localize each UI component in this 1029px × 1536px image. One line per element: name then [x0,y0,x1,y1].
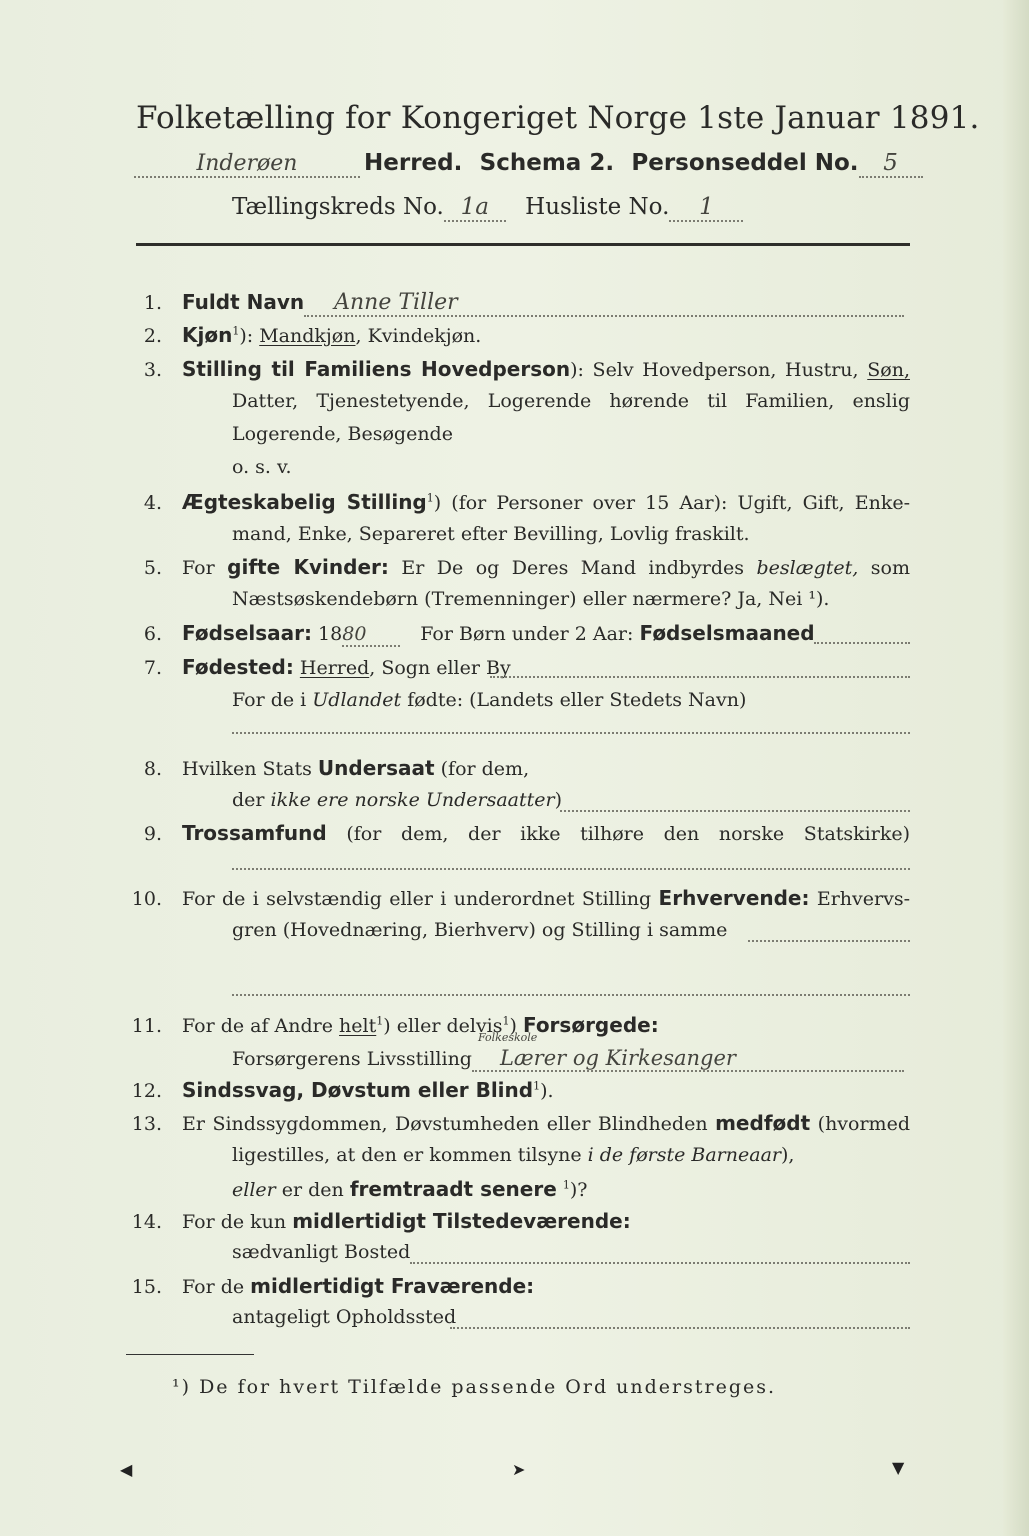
married-women-label: gifte Kvinder: [227,555,389,579]
footnote-ref: 1 [562,1178,570,1192]
q11-text-a: For de af Andre [182,1015,333,1037]
birth-month-note: For Børn under 2 Aar: [420,623,634,645]
item-number: 3. [143,359,162,381]
birthplace-label: Fødested: [182,655,294,679]
q13-text-b: (hvormed [817,1113,910,1135]
family-position-options-a: ): Selv Hovedperson, Hustru, [570,359,859,381]
item-number: 14. [131,1211,162,1233]
provider-occupation-label: Forsørgerens Livsstilling [232,1048,472,1070]
item-6-birth [182,621,815,647]
item-12-line-1: Sindssvag, Døvstum eller Blind$^1$). [182,1078,554,1102]
item-3-line-4: o. s. v. [232,456,292,478]
item-15-line-2: antageligt Opholdssted [232,1306,457,1328]
q10-text-b: Erhvervs- [816,888,911,910]
header-line-herred [134,150,923,178]
item-9-line-1 [182,821,910,845]
item-11-line-2 [232,1046,904,1072]
marital-status-options-a: ) (for Personer over 15 Aar): Ugift, Gift, Enke- [433,492,911,514]
item-4-line-1 [182,490,910,514]
footnote-ref: 1 [502,1014,510,1028]
disability-label: Sindssvag, Døvstum eller Blind [182,1078,534,1102]
item-number: 8. [143,758,162,780]
q13-text-d: ), [781,1144,795,1166]
temporarily-present-label: midlertidigt Tilstedeværende: [292,1209,631,1233]
item-number: 13. [131,1113,162,1135]
q13-text-c: ligestilles, at den er kommen tilsyne [232,1144,582,1166]
item-8-line-2: der ikke ere norske Undersaatter) [232,789,563,811]
item-number: 6. [143,623,162,645]
personseddel-number: 5 [859,150,923,178]
foreign-birthplace-field[interactable] [232,732,910,734]
item-13-line-1 [182,1111,910,1135]
item-7-line-2 [232,689,746,711]
footnote-ref: 1 [232,324,240,338]
temporarily-absent-label: midlertidigt Fraværende: [250,1274,535,1298]
birth-year-prefix: 18 [318,623,343,645]
header-line-kreds [232,194,743,222]
item-number: 5. [143,557,162,579]
item-number: 4. [143,492,162,514]
footnote-ref: 1 [533,1079,541,1093]
footnote-ref: 1 [426,491,434,505]
q13-text-childhood: i de første Barneaar [587,1144,781,1166]
header-rule [136,243,910,246]
item-7-birthplace [182,655,511,679]
gender-option-female: , Kvindekjøn. [355,325,482,347]
q10-text-a: For de i selvstændig eller i underordnet Stilling [182,888,652,910]
gender-sep: ): [239,325,254,347]
item-number: 10. [131,888,162,910]
provider-occupation-value: Lærer og Kirkesanger [472,1046,904,1072]
birth-month-field[interactable] [814,642,910,644]
marital-status-label: Ægteskabelig Stilling [182,490,427,514]
personseddel-label: Personseddel No. [631,150,859,176]
family-position-label: Stilling til Familiens Hovedperson [182,357,571,381]
herred-label: Herred. [364,150,463,176]
religion-note: (for dem, der ikke tilhøre den norske Statskirke) [346,823,911,845]
item-number: 2. [143,325,162,347]
item-number: 15. [131,1276,162,1298]
birth-month-label: Fødselsmaaned [639,621,815,645]
item-3-line-3: Logerende, Besøgende [232,423,453,445]
footnote-rule [126,1354,254,1355]
kreds-number: 1a [444,194,506,222]
q13-text-f: )? [569,1179,588,1201]
q5-text-c: som [870,557,911,579]
gender-label: Kjøn [182,323,233,347]
item-13-line-3 [232,1177,587,1201]
q7-text-b: fødte: (Landets eller Stedets Navn) [407,689,747,711]
item-5-line-2: Næstsøskendebørn (Tremenninger) eller nærmere? Ja, Nei ¹). [232,588,830,610]
q15-text-a: For de [182,1276,245,1298]
birthplace-options-rest: , Sogn eller By [369,657,511,679]
citizenship-label: Undersaat [317,756,435,780]
item-15-line-1 [182,1274,534,1298]
q13-text-or: eller [232,1179,276,1201]
later-onset-label: fremtraadt senere [349,1177,557,1201]
herred-name: Inderøen [134,151,360,178]
birthplace-option-herred: Herred [299,657,370,679]
q5-text-b: Er De og Deres Mand indbyrdes [401,557,745,579]
usual-residence-field[interactable] [410,1262,910,1264]
q8-text-not-norwegian: ikke ere norske Undersaatter [270,789,555,811]
binding-mark-center: ➤ [512,1460,526,1479]
footnote: ¹) De for hvert Tilfælde passende Ord understreges. [172,1376,777,1398]
item-1-name [182,290,904,317]
item-14-line-1 [182,1209,631,1233]
page-edge [1003,0,1029,1536]
item-11-line-1: For de af Andre helt$^1$) eller delvis$^1$) Forsørgede: [182,1013,659,1037]
item-10-line-2: gren (Hovednæring, Bierhverv) og Stilling i samme [232,919,728,941]
husliste-label: Husliste No. [525,194,670,220]
item-number: 9. [143,823,162,845]
q7-text-abroad: Udlandet [312,689,402,711]
family-position-son: Søn, [867,359,910,381]
q8-text-c: der [232,789,265,811]
husliste-number: 1 [669,194,743,222]
birth-year-label: Fødselsaar: [182,621,312,645]
item-5-line-1 [182,555,910,579]
dependents-label: Forsørgede: [522,1013,659,1037]
footnote-ref: 1 [376,1014,384,1028]
binding-mark-left: ◀ [120,1460,133,1479]
congenital-label: medfødt [715,1111,811,1135]
q14-text-a: For de kun [182,1211,287,1233]
item-4-line-2: mand, Enke, Separeret efter Bevilling, Lovlig fraskilt. [232,523,750,545]
item-3-line-1 [182,357,910,381]
occupation-field[interactable] [748,940,910,942]
q11-option-helt: helt [339,1015,377,1037]
item-number: 11. [131,1015,162,1037]
religion-field[interactable] [232,868,910,870]
full-name-label: Fuldt Navn [182,290,305,314]
q11-text-b: eller delvis [396,1015,503,1037]
gender-option-male: Mandkjøn [259,325,356,347]
item-number: 12. [131,1080,162,1102]
form-title: Folketælling for Kongeriget Norge 1ste Januar 1891. [136,100,980,136]
schema-label: Schema 2. [479,150,615,176]
provider-occupation-note: Folkeskole [478,1031,538,1044]
q8-text-b: (for dem, [440,758,530,780]
occupation-field-2[interactable] [232,994,910,996]
item-14-line-2: sædvanligt Bosted [232,1241,411,1263]
q13-text-a: Er Sindssygdommen, Døvstumheden eller Blindheden [182,1113,708,1135]
kreds-label: Tællingskreds No. [232,194,444,220]
item-number: 7. [143,657,162,679]
item-3-line-2: Datter, Tjenestetyende, Logerende hørende til Familien, enslig [232,390,910,412]
item-10-line-1 [182,886,910,910]
likely-residence-field[interactable] [450,1327,910,1329]
full-name-value: Anne Tiller [304,290,904,317]
item-2-gender [182,323,481,347]
q7-text-a: For de i [232,689,307,711]
religion-label: Trossamfund [182,821,327,845]
birthplace-field[interactable] [490,676,910,678]
q5-text-a: For [182,557,215,579]
q13-text-e: er den [281,1179,344,1201]
item-number: 1. [143,292,162,314]
q8-text-a: Hvilken Stats [182,758,312,780]
item-13-line-2 [232,1144,794,1166]
binding-mark-right: ▼ [892,1458,905,1477]
q5-text-related: beslægtet, [756,557,859,579]
citizenship-field[interactable] [560,810,910,812]
birth-year-value: 80 [342,623,400,647]
item-8-line-1 [182,756,529,780]
occupation-label: Erhvervende: [658,886,810,910]
